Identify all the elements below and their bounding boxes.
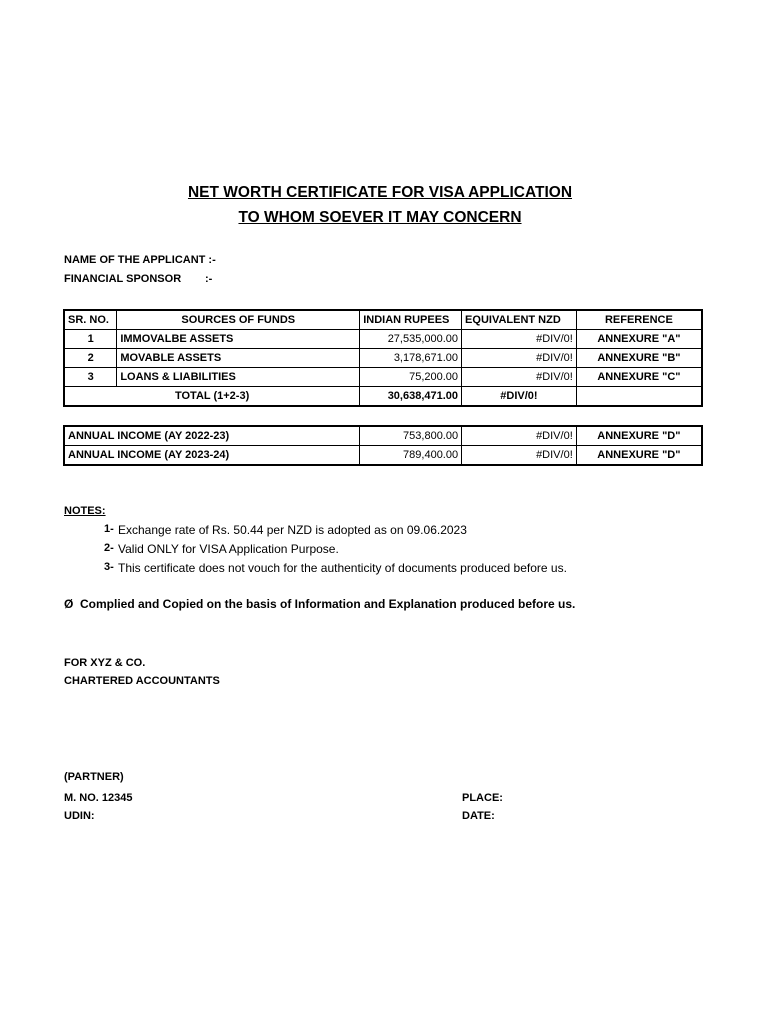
inr-cell: 75,200.00 bbox=[360, 368, 462, 387]
header-sources: SOURCES OF FUNDS bbox=[117, 310, 360, 330]
note-number: 3- bbox=[104, 561, 114, 573]
membership-number: M. NO. 12345 bbox=[64, 792, 133, 804]
note-number: 2- bbox=[104, 542, 114, 554]
header-reference: REFERENCE bbox=[576, 310, 702, 330]
reference-cell: ANNEXURE "C" bbox=[576, 368, 702, 387]
income-nzd: #DIV/0! bbox=[462, 426, 577, 446]
title-line-2: TO WHOM SOEVER IT MAY CONCERN bbox=[238, 209, 522, 226]
inr-cell: 3,178,671.00 bbox=[360, 349, 462, 368]
table-row bbox=[64, 368, 702, 387]
total-row bbox=[64, 387, 702, 407]
firm-designation: CHARTERED ACCOUNTANTS bbox=[64, 675, 220, 687]
inr-cell: 27,535,000.00 bbox=[360, 330, 462, 349]
income-inr: 789,400.00 bbox=[360, 446, 462, 466]
income-table bbox=[63, 425, 703, 466]
funds-table-header bbox=[64, 310, 702, 330]
income-reference: ANNEXURE "D" bbox=[576, 426, 702, 446]
income-nzd: #DIV/0! bbox=[462, 446, 577, 466]
total-label: TOTAL (1+2-3) bbox=[64, 387, 360, 407]
reference-cell: ANNEXURE "B" bbox=[576, 349, 702, 368]
total-inr: 30,638,471.00 bbox=[360, 387, 462, 407]
sr-cell: 2 bbox=[64, 349, 117, 368]
place-label: PLACE: bbox=[462, 792, 503, 804]
total-reference bbox=[576, 387, 702, 407]
source-cell: MOVABLE ASSETS bbox=[117, 349, 360, 368]
applicant-label: NAME OF THE APPLICANT :- bbox=[64, 254, 216, 266]
notes-heading: NOTES: bbox=[64, 505, 106, 517]
header-sr-no: SR. NO. bbox=[64, 310, 117, 330]
partner-label: (PARTNER) bbox=[64, 771, 124, 783]
title-line-1: NET WORTH CERTIFICATE FOR VISA APPLICATION bbox=[187, 184, 573, 201]
note-text: Valid ONLY for VISA Application Purpose. bbox=[118, 542, 339, 556]
source-cell: LOANS & LIABILITIES bbox=[117, 368, 360, 387]
income-reference: ANNEXURE "D" bbox=[576, 446, 702, 466]
sr-cell: 3 bbox=[64, 368, 117, 387]
nzd-cell: #DIV/0! bbox=[462, 368, 577, 387]
nzd-cell: #DIV/0! bbox=[462, 349, 577, 368]
total-nzd: #DIV/0! bbox=[462, 387, 577, 407]
note-text: Exchange rate of Rs. 50.44 per NZD is adopted as on 09.06.2023 bbox=[118, 523, 467, 537]
header-nzd: EQUIVALENT NZD bbox=[462, 310, 577, 330]
date-label: DATE: bbox=[462, 810, 495, 822]
reference-cell: ANNEXURE "A" bbox=[576, 330, 702, 349]
header-inr: INDIAN RUPEES bbox=[360, 310, 462, 330]
nzd-cell: #DIV/0! bbox=[462, 330, 577, 349]
sr-cell: 1 bbox=[64, 330, 117, 349]
income-label: ANNUAL INCOME (AY 2023-24) bbox=[64, 446, 360, 466]
funds-table bbox=[63, 309, 703, 407]
sponsor-label: FINANCIAL SPONSOR bbox=[64, 273, 182, 285]
source-cell: IMMOVALBE ASSETS bbox=[117, 330, 360, 349]
income-inr: 753,800.00 bbox=[360, 426, 462, 446]
compliance-text: Complied and Copied on the basis of Information and Explanation produced before us. bbox=[80, 597, 576, 611]
table-row bbox=[64, 349, 702, 368]
note-text: This certificate does not vouch for the authenticity of documents produced before us. bbox=[118, 561, 567, 575]
table-row bbox=[64, 446, 702, 466]
table-row bbox=[64, 426, 702, 446]
udin-label: UDIN: bbox=[64, 810, 95, 822]
note-number: 1- bbox=[104, 523, 114, 535]
bullet-icon: Ø bbox=[64, 597, 74, 611]
sponsor-separator: :- bbox=[205, 273, 213, 285]
income-label: ANNUAL INCOME (AY 2022-23) bbox=[64, 426, 360, 446]
table-row bbox=[64, 330, 702, 349]
firm-name: FOR XYZ & CO. bbox=[64, 657, 146, 669]
